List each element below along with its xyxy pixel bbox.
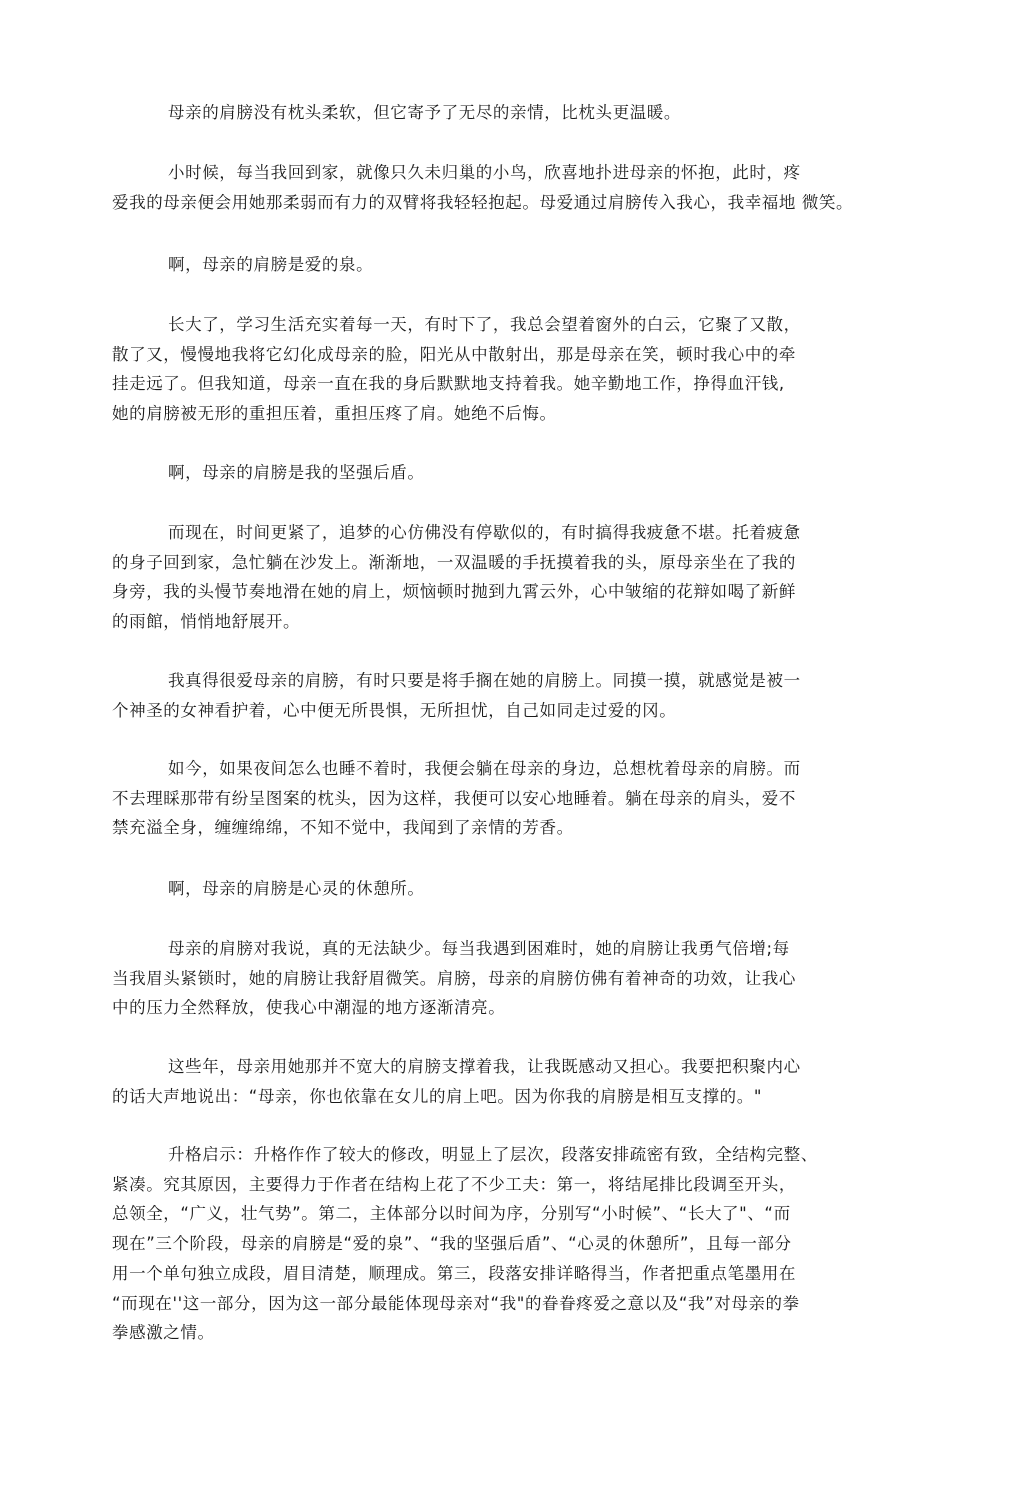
text-line: 小时候，每当我回到家，就像只久未归巢的小鸟，欣喜地扑进母亲的怀抱，此时，疼 (168, 163, 801, 182)
text-line: 个神圣的女神看护着，心中便无所畏惧，无所担忧，自己如同走过爱的冈。 (112, 701, 677, 720)
text-line: 啊，母亲的肩膀是我的坚强后盾。 (168, 463, 425, 482)
text-line: 升格启示：升格作作了较大的修改，明显上了层次，段落安排疏密有致，全结构完整、 (168, 1145, 818, 1164)
text-line: 拳感激之情。 (112, 1323, 215, 1342)
text-line: 的雨館，悄悄地舒展开。 (112, 612, 301, 631)
text-line: 总领全，“广义，壮气势”。第二，主体部分以时间为序，分别写“小时候”、“长大了"、“而 (112, 1204, 791, 1223)
text-line: 挂走远了。但我知道，母亲一直在我的身后默默地支持着我。她辛勤地工作，挣得血汗钱, (112, 374, 785, 393)
text-line: 啊，母亲的肩膀是心灵的休憩所。 (168, 879, 425, 898)
text-line: “而现在''这一部分，因为这一部分最能体现母亲对“我"的眷眷疼爱之意以及“我”对母亲的拳 (112, 1294, 800, 1313)
text-line: 爱我的母亲便会用她那柔弱而有力的双臂将我轻轻抱起。母爱通过肩膀传入我心，我幸福地 微笑。 (112, 193, 854, 212)
text-line: 禁充溢全身，缠缠绵绵，不知不觉中，我闻到了亲情的芳香。 (112, 818, 574, 837)
text-line: 我真得很爱母亲的肩膀，有时只要是将手搁在她的肩膀上。同摸一摸，就感觉是被一 (168, 671, 801, 690)
text-line: 身旁，我的头慢节奏地滑在她的肩上，烦恼顿时抛到九霄云外，心中皱缩的花辩如喝了新鲜 (112, 582, 796, 601)
text-line: 的话大声地说出：“母亲，你也依靠在女儿的肩上吧。因为你我的肩膀是相互支撑的。" (112, 1087, 763, 1106)
text-line: 她的肩膀被无形的重担压着，重担压疼了肩。她绝不后悔。 (112, 404, 557, 423)
text-line: 当我眉头紧锁时，她的肩膀让我舒眉微笑。肩膀，母亲的肩膀仿佛有着神奇的功效，让我心 (112, 969, 796, 988)
text-line: 散了又，慢慢地我将它幻化成母亲的脸，阳光从中散射出，那是母亲在笑，顿时我心中的牵 (112, 345, 796, 364)
text-line: 而现在，时间更紧了，追梦的心仿佛没有停歇似的，有时搞得我疲惫不堪。托着疲惫 (168, 523, 801, 542)
text-line: 现在”三个阶段，母亲的肩膀是“爱的泉”、“我的坚强后盾”、“心灵的休憩所”，且每一部分 (112, 1234, 792, 1253)
text-line: 长大了，学习生活充实着每一天，有时下了，我总会望着窗外的白云，它聚了又散， (168, 315, 801, 334)
text-line: 母亲的肩膀对我说，真的无法缺少。每当我遇到困难时，她的肩膀让我勇气倍增;每 (168, 939, 790, 958)
text-line: 不去理睬那带有纷呈图案的枕头，因为这样，我便可以安心地睡着。躺在母亲的肩头，爱不 (112, 789, 796, 808)
text-line: 母亲的肩膀没有枕头柔软，但它寄予了无尽的亲情，比枕头更温暖。 (168, 103, 681, 122)
text-line: 用一个单句独立成段，眉目清楚，顺理成。第三，段落安排详略得当，作者把重点笔墨用在 (112, 1264, 796, 1283)
text-line: 的身子回到家，急忙躺在沙发上。渐渐地，一双温暖的手抚摸着我的头，原母亲坐在了我的 (112, 553, 796, 572)
text-line: 啊，母亲的肩膀是爱的泉。 (168, 255, 374, 274)
text-line: 紧凑。究其原因，主要得力于作者在结构上花了不少工夫：第一，将结尾排比段调至开头， (112, 1175, 796, 1194)
text-line: 如今，如果夜间怎么也睡不着时，我便会躺在母亲的身边，总想枕着母亲的肩膀。而 (168, 759, 801, 778)
text-line: 中的压力全然释放，使我心中潮湿的地方逐渐清亮。 (112, 998, 506, 1017)
text-line: 这些年，母亲用她那并不宽大的肩膀支撑着我，让我既感动又担心。我要把积聚内心 (168, 1057, 801, 1076)
